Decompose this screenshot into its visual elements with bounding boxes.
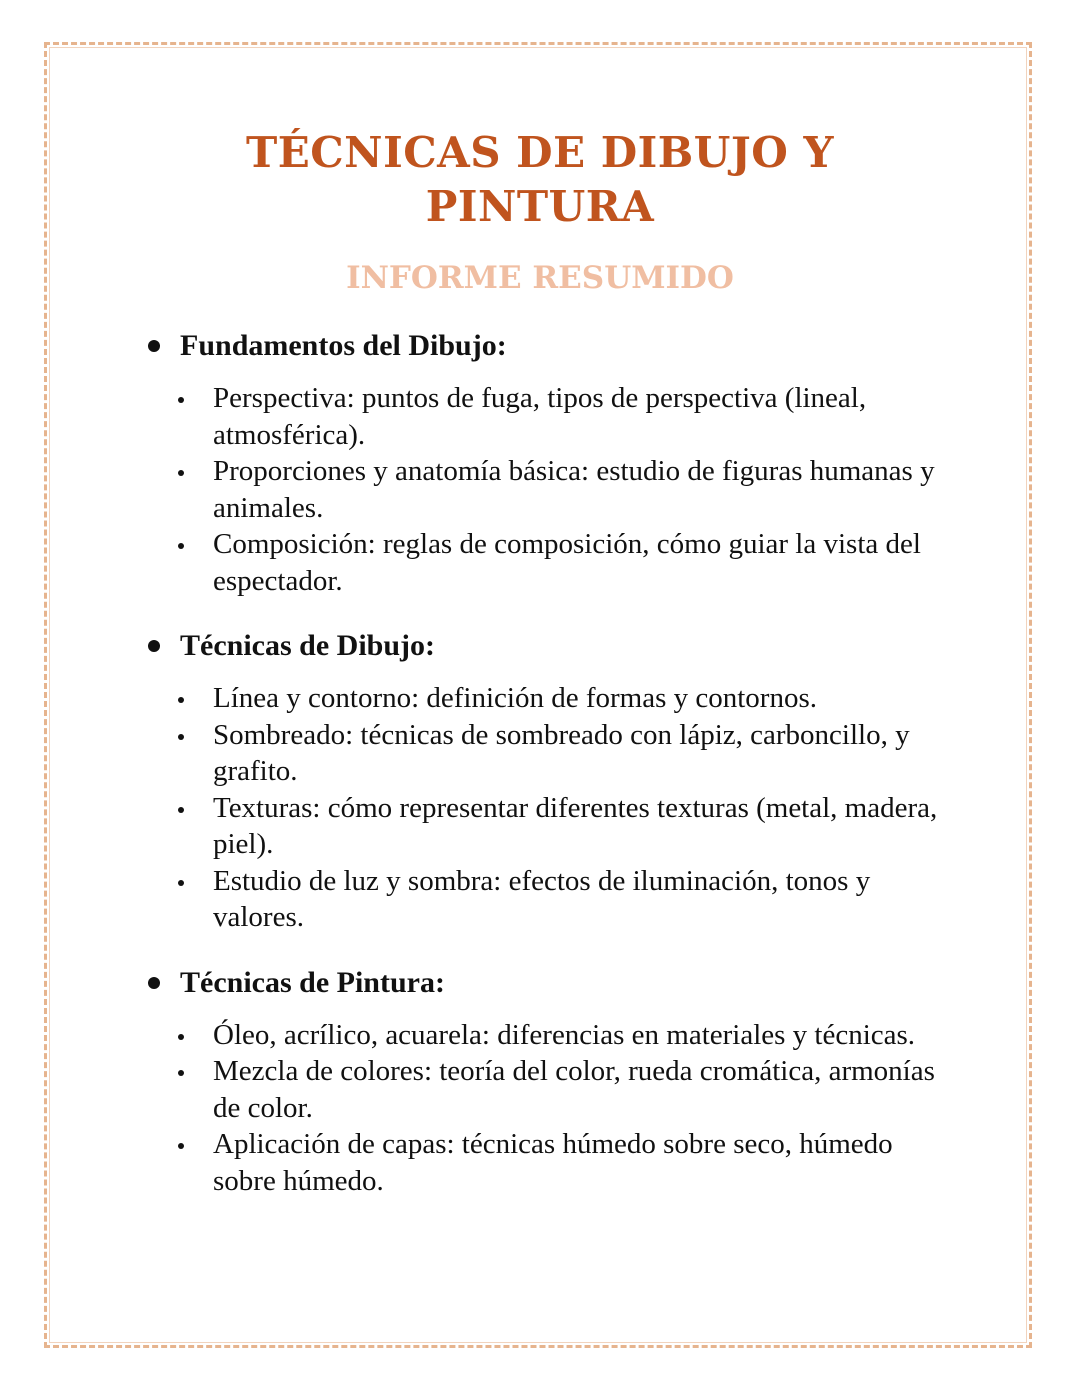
- bullet-icon: [178, 1034, 184, 1040]
- section-tecnicas-dibujo: [148, 622, 948, 936]
- bullet-icon: [178, 880, 184, 886]
- bullet-icon: [178, 470, 184, 476]
- list-item: [178, 380, 948, 453]
- bullet-icon: [178, 697, 184, 703]
- section-heading: [148, 622, 948, 670]
- bullet-icon: [148, 977, 160, 989]
- list-item: [178, 526, 948, 599]
- list-item-text: Proporciones y anatomía básica: estudio de figuras humanas y animales.: [213, 455, 935, 524]
- bullet-icon: [178, 807, 184, 813]
- section-fundamentos: [148, 322, 948, 599]
- list-item: [178, 1053, 948, 1126]
- document-title: [0, 126, 1080, 234]
- list-item-text: Texturas: cómo representar diferentes texturas (metal, madera, piel).: [213, 791, 938, 860]
- list-item-text: Mezcla de colores: teoría del color, rueda cromática, armonías de color.: [213, 1055, 935, 1124]
- list-item-text: Óleo, acrílico, acuarela: diferencias en materiales y técnicas.: [213, 1018, 916, 1051]
- section-heading-text: Técnicas de Pintura:: [180, 965, 445, 999]
- bullet-icon: [178, 1070, 184, 1076]
- item-list: [148, 380, 948, 599]
- list-item-text: Perspectiva: puntos de fuga, tipos de perspectiva (lineal, atmosférica).: [213, 382, 867, 451]
- bullet-icon: [148, 340, 160, 352]
- section-heading-text: Técnicas de Dibujo:: [180, 629, 435, 662]
- list-item: [178, 680, 948, 717]
- list-item: [178, 790, 948, 863]
- bullet-icon: [178, 1143, 184, 1149]
- title-line-1: TÉCNICAS DE DIBUJO Y: [245, 128, 834, 177]
- list-item-text: Línea y contorno: definición de formas y contornos.: [213, 682, 818, 714]
- list-item-text: Sombreado: técnicas de sombreado con lápiz, carboncillo, y grafito.: [213, 718, 910, 787]
- bullet-icon: [178, 397, 184, 403]
- title-line-2: PINTURA: [425, 182, 655, 231]
- bullet-icon: [178, 543, 184, 549]
- list-item-text: Estudio de luz y sombra: efectos de iluminación, tonos y valores.: [213, 864, 871, 933]
- bullet-icon: [178, 734, 184, 740]
- list-item: [178, 1126, 948, 1199]
- list-item: [178, 717, 948, 790]
- document-subtitle: INFORME RESUMIDO: [346, 260, 734, 296]
- list-item: [178, 1017, 948, 1054]
- section-heading: [148, 322, 948, 370]
- item-list: [148, 680, 948, 936]
- section-heading-text: Fundamentos del Dibujo:: [180, 329, 507, 362]
- list-item: [178, 453, 948, 526]
- item-list: [148, 1017, 948, 1200]
- bullet-icon: [148, 640, 160, 652]
- list-item-text: Aplicación de capas: técnicas húmedo sobre seco, húmedo sobre húmedo.: [213, 1128, 893, 1197]
- section-tecnicas-pintura: [148, 959, 948, 1200]
- list-item-text: Composición: reglas de composición, cómo guiar la vista del espectador.: [213, 528, 921, 597]
- section-heading: [148, 959, 948, 1007]
- content: [148, 322, 948, 1222]
- list-item: [178, 863, 948, 936]
